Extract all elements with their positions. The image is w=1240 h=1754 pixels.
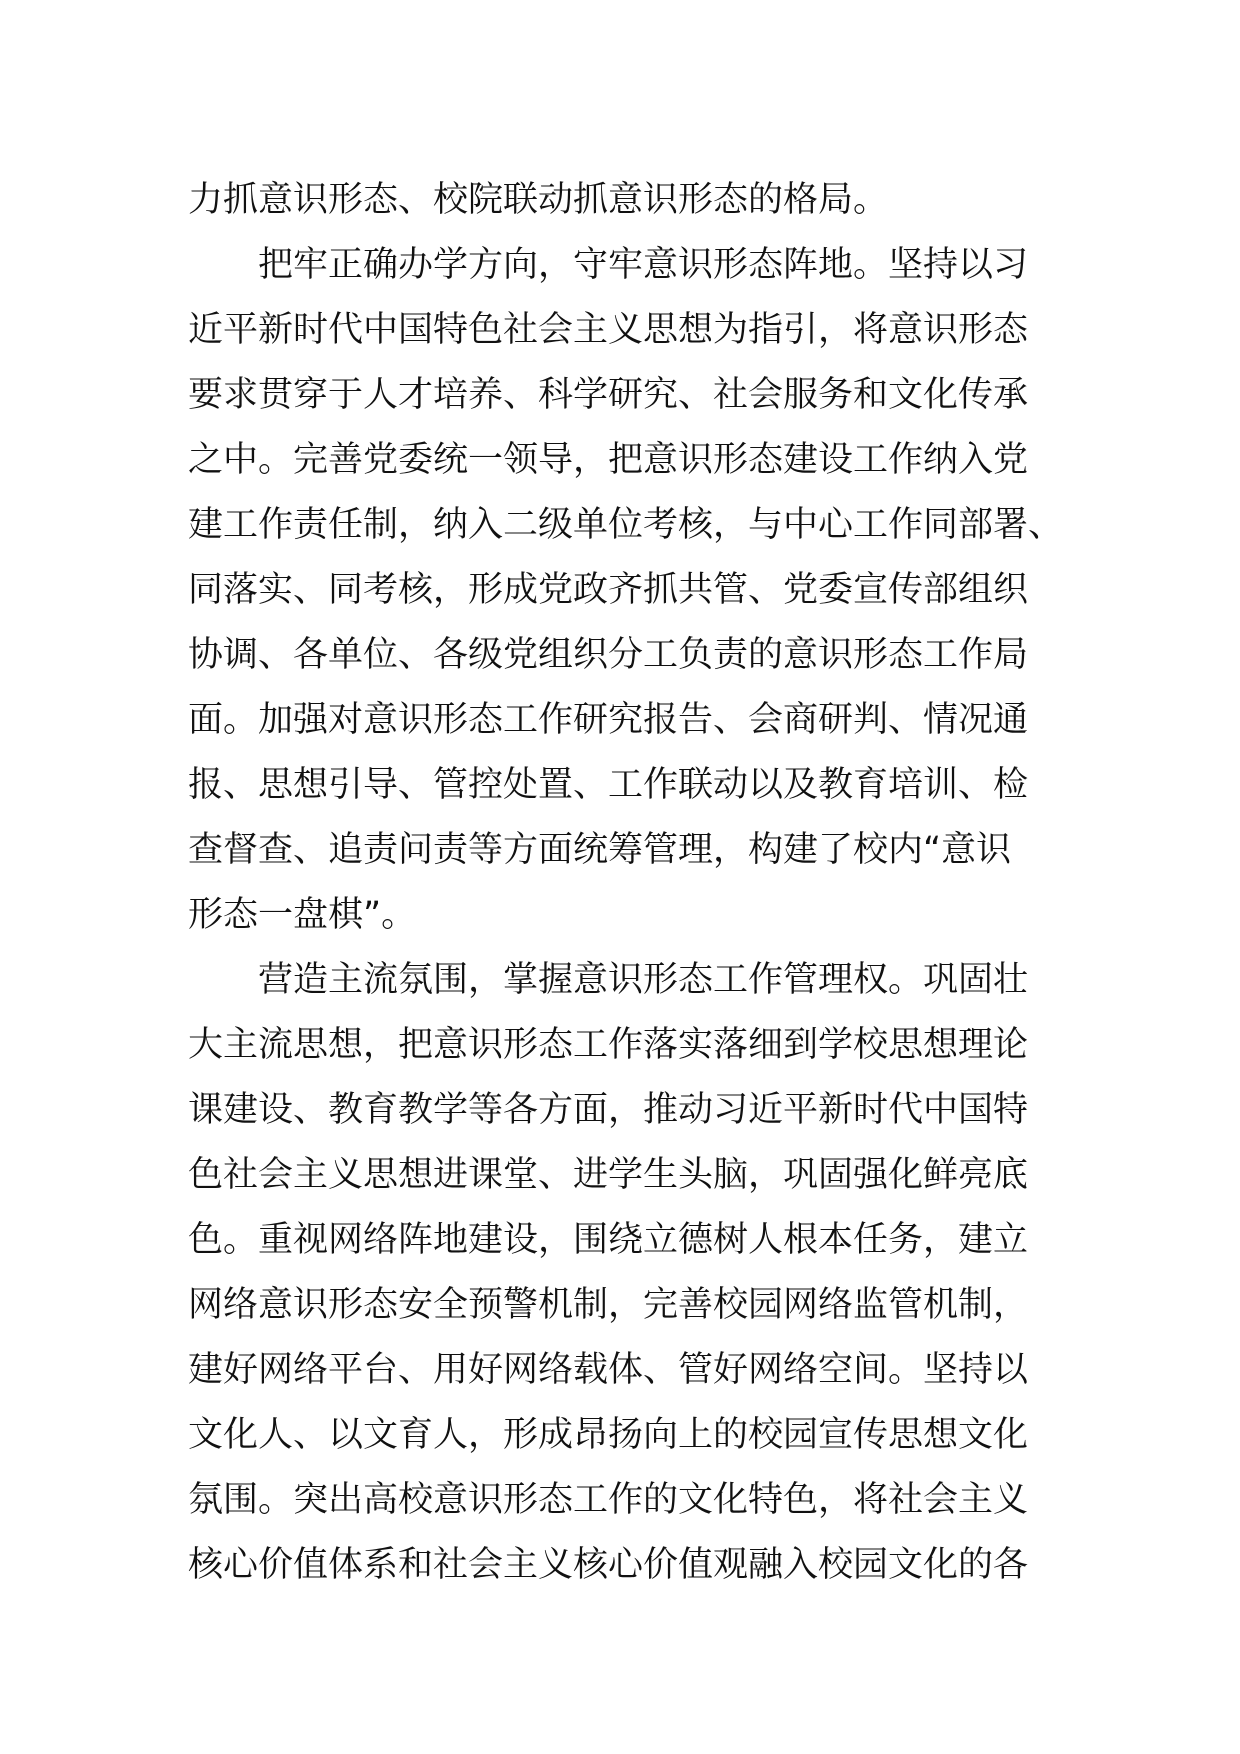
text-line: 营造主流氛围，掌握意识形态工作管理权。巩固壮: [258, 960, 1029, 1000]
text-line: 协调、各单位、各级党组织分工负责的意识形态工作局: [188, 635, 1029, 675]
text-line: 色。重视网络阵地建设，围绕立德树人根本任务，建立: [188, 1220, 1029, 1260]
text-line: 力抓意识形态、校院联动抓意识形态的格局。: [188, 180, 889, 220]
text-line: 氛围。突出高校意识形态工作的文化特色，将社会主义: [188, 1480, 1029, 1520]
body-text: [188, 168, 1068, 1598]
text-line: 建好网络平台、用好网络载体、管好网络空间。坚持以: [188, 1350, 1029, 1390]
text-line: 大主流思想，把意识形态工作落实落细到学校思想理论: [188, 1025, 1029, 1065]
text-line: 之中。完善党委统一领导，把意识形态建设工作纳入党: [188, 440, 1029, 480]
text-line: 核心价值体系和社会主义核心价值观融入校园文化的各: [188, 1545, 1029, 1585]
text-line: 面。加强对意识形态工作研究报告、会商研判、情况通: [188, 700, 1029, 740]
text-line: 形态一盘棋”。: [188, 895, 417, 935]
text-line: 要求贯穿于人才培养、科学研究、社会服务和文化传承: [188, 375, 1029, 415]
text-line: 同落实、同考核，形成党政齐抓共管、党委宣传部组织: [188, 570, 1029, 610]
text-line: 文化人、以文育人，形成昂扬向上的校园宣传思想文化: [188, 1415, 1029, 1455]
text-line: 报、思想引导、管控处置、工作联动以及教育培训、检: [188, 765, 1029, 805]
text-line: 网络意识形态安全预警机制，完善校园网络监管机制，: [188, 1285, 1029, 1325]
text-line: 近平新时代中国特色社会主义思想为指引，将意识形态: [188, 310, 1029, 350]
text-line: 建工作责任制，纳入二级单位考核，与中心工作同部署、: [188, 505, 1064, 545]
text-line: 课建设、教育教学等各方面，推动习近平新时代中国特: [188, 1090, 1029, 1130]
text-line: 色社会主义思想进课堂、进学生头脑，巩固强化鲜亮底: [188, 1155, 1029, 1195]
text-line: 把牢正确办学方向，守牢意识形态阵地。坚持以习: [258, 245, 1029, 285]
text-line: 查督查、追责问责等方面统筹管理，构建了校内“意识: [188, 830, 1012, 870]
